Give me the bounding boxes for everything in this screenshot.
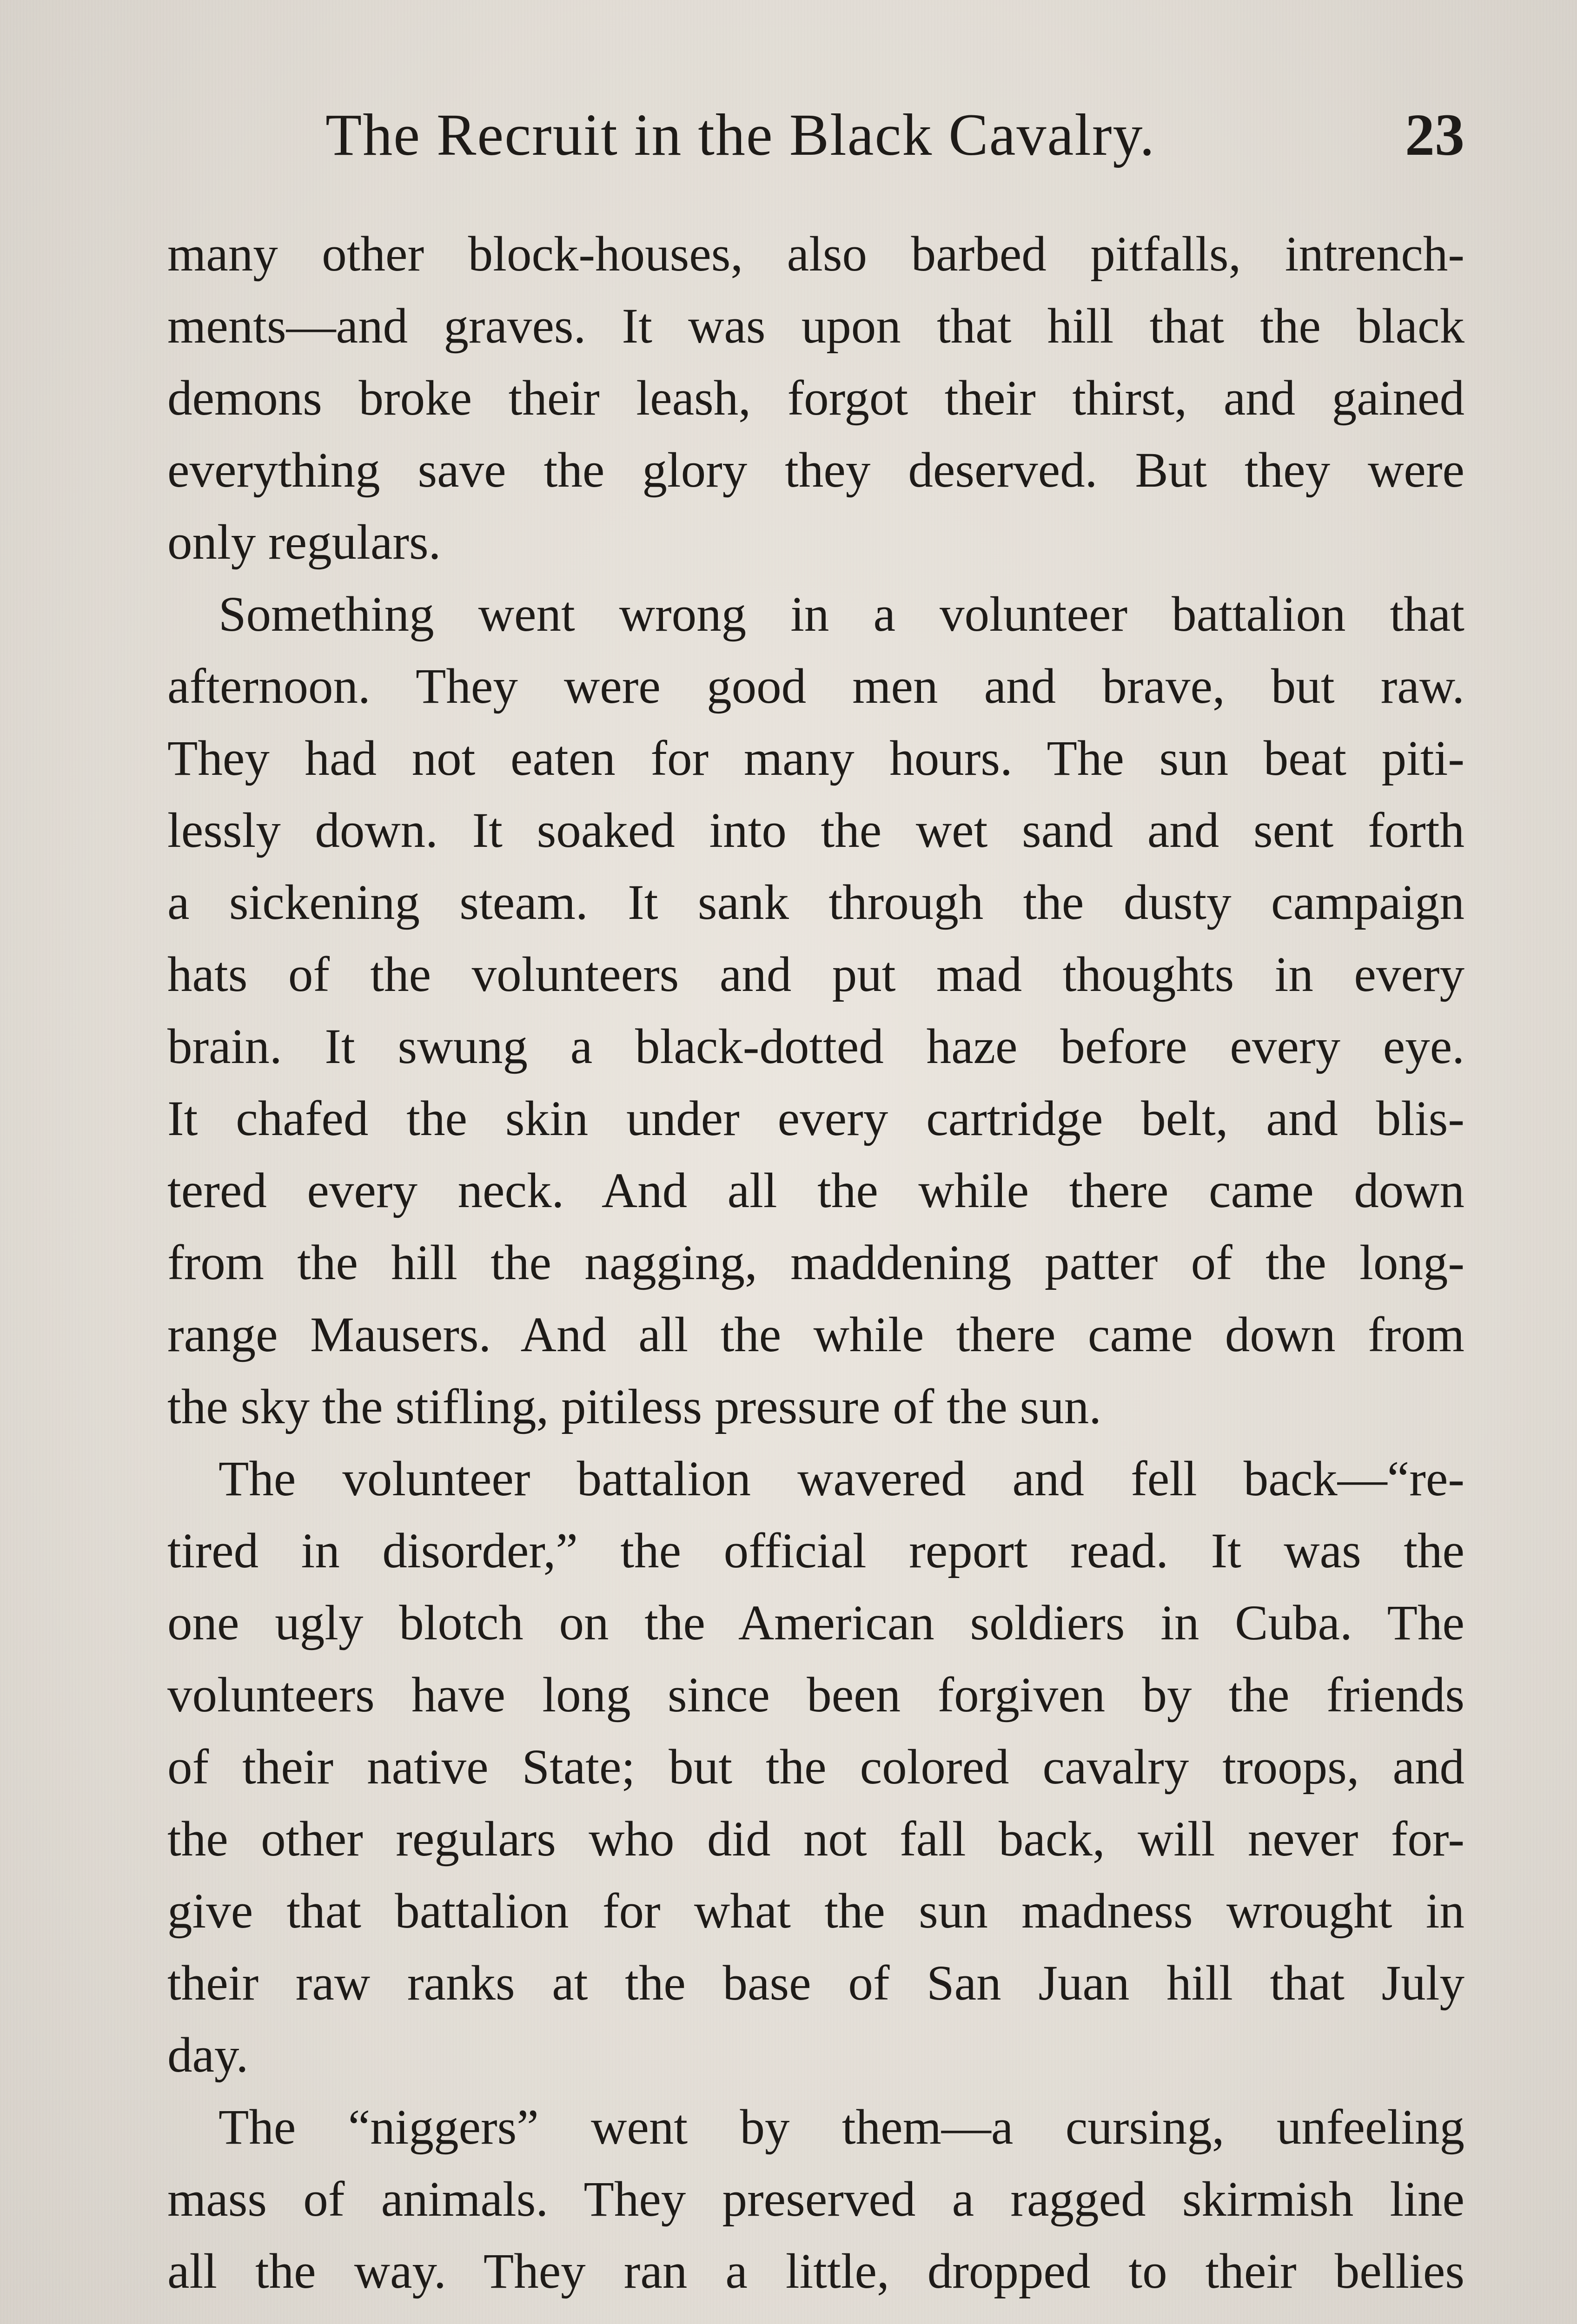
- text-line: from the hill the nagging, maddening patter of the long-: [167, 1235, 1464, 1290]
- text-line: hats of the volunteers and put mad thoughts in every: [167, 947, 1464, 1002]
- text-line: lessly down. It soaked into the wet sand and sent forth: [167, 803, 1464, 858]
- text-line: the sky the stifling, pitiless pressure of the sun.: [167, 1380, 1101, 1434]
- text-line: It chafed the skin under every cartridge belt, and blis-: [167, 1091, 1464, 1146]
- body-text: [167, 218, 1464, 2308]
- text-line: afternoon. They were good men and brave, but raw.: [167, 659, 1464, 714]
- text-line: tered every neck. And all the while there came down: [167, 1163, 1464, 1218]
- text-line: The volunteer battalion wavered and fell back—“re-: [219, 1452, 1464, 1506]
- text-line: mass of animals. They preserved a ragged skirmish line: [167, 2172, 1464, 2227]
- page-number: 23: [1405, 102, 1464, 168]
- text-line: range Mausers. And all the while there came down from: [167, 1307, 1464, 1362]
- running-title: The Recruit in the Black Cavalry.: [325, 102, 1156, 168]
- text-line: Something went wrong in a volunteer battalion that: [219, 587, 1464, 642]
- text-line: They had not eaten for many hours. The sun beat piti-: [167, 731, 1464, 786]
- text-line: the other regulars who did not fall back, will never for-: [167, 1812, 1464, 1867]
- text-line: give that battalion for what the sun madness wrought in: [167, 1884, 1464, 1939]
- page-header: [167, 100, 1464, 170]
- text-line: day.: [167, 2028, 249, 2083]
- text-line: all the way. They ran a little, dropped to their bellies: [167, 2244, 1464, 2299]
- text-line: one ugly blotch on the American soldiers in Cuba. The: [167, 1596, 1464, 1651]
- text-line: tired in disorder,” the official report read. It was the: [167, 1524, 1464, 1578]
- text-line: many other block-houses, also barbed pitfalls, intrench-: [167, 227, 1464, 282]
- text-line: of their native State; but the colored cavalry troops, and: [167, 1740, 1464, 1795]
- text-line: ments—and graves. It was upon that hill that the black: [167, 299, 1464, 354]
- text-line: their raw ranks at the base of San Juan hill that July: [167, 1956, 1464, 2011]
- text-line: a sickening steam. It sank through the dusty campaign: [167, 875, 1464, 930]
- text-line: everything save the glory they deserved. But they were: [167, 443, 1464, 498]
- text-line: only regulars.: [167, 515, 441, 570]
- text-line: demons broke their leash, forgot their thirst, and gained: [167, 371, 1464, 426]
- text-line: brain. It swung a black-dotted haze before every eye.: [167, 1019, 1464, 1074]
- text-line: volunteers have long since been forgiven by the friends: [167, 1668, 1464, 1723]
- text-line: The “niggers” went by them—a cursing, unfeeling: [219, 2100, 1464, 2155]
